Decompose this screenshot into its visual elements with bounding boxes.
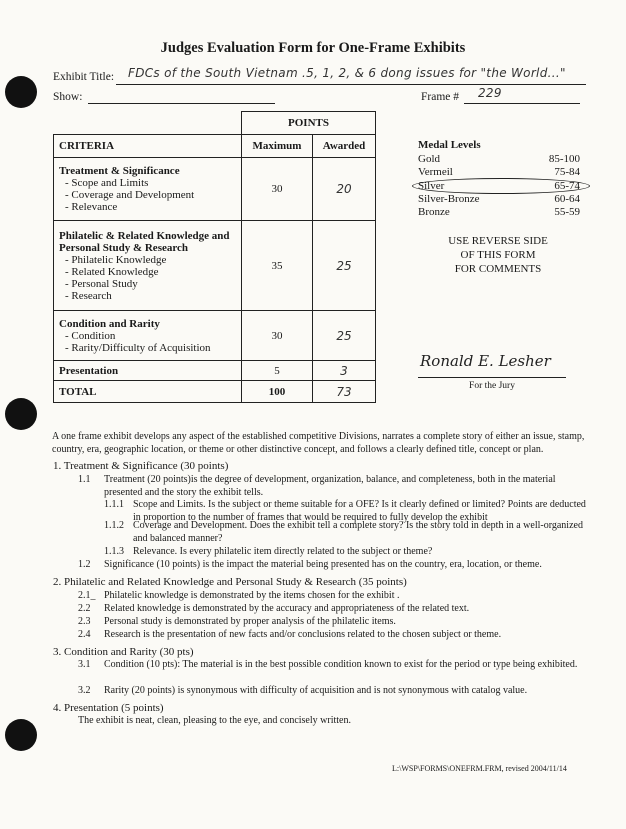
row-sub: - Rarity/Difficulty of Acquisition xyxy=(65,341,211,354)
row-title: Treatment & Significance xyxy=(59,165,180,177)
criteria-table xyxy=(53,111,376,403)
intro-paragraph: A one frame exhibit develops any aspect of the established competitive Divisions, narrates a complete story of either an issue, stamp, country, era, geographic location, or theme or other distinctive concept, and follows a clearly defined title, concept or plan. xyxy=(52,431,585,455)
row-awarded[interactable]: 3 xyxy=(313,361,376,381)
row-sub: - Related Knowledge xyxy=(65,265,159,278)
row-sub: - Research xyxy=(65,289,112,302)
punch-hole-top xyxy=(5,76,37,108)
frame-line xyxy=(464,103,580,104)
medal-row: Silver 65-74 xyxy=(418,179,580,192)
exhibit-title-value[interactable]: FDCs of the South Vietnam .5, 1, 2, & 6 dong issues for "the World..." xyxy=(128,66,566,80)
signature-line xyxy=(418,377,566,378)
total-row xyxy=(54,381,376,403)
row-awarded[interactable]: 25 xyxy=(313,221,376,311)
row-maximum: 35 xyxy=(242,221,313,311)
section-3-heading: 3. Condition and Rarity (30 pts) xyxy=(53,646,194,658)
form-title: Judges Evaluation Form for One-Frame Exhibits xyxy=(160,40,466,56)
row-sub: - Philatelic Knowledge xyxy=(65,253,167,266)
show-label: Show: xyxy=(53,91,83,103)
section-2-1: Philatelic knowledge is demonstrated by the items chosen for the exhibit . xyxy=(104,590,400,601)
section-2-3: Personal study is demonstrated by proper analysis of the philatelic items. xyxy=(104,616,396,627)
section-1-1: Treatment (20 points)is the degree of development, organization, balance, and completeness, both in the material presented and the story the exhibit tells. xyxy=(104,474,556,498)
table-row xyxy=(54,158,376,221)
row-sub: - Relevance xyxy=(65,201,118,213)
file-path-footer: L:\WSP\FORMS\ONEFRM.FRM, revised 2004/11/14 xyxy=(392,764,567,773)
section-1-2: Significance (10 points) is the impact the material being presented has on the country, era, location, or theme. xyxy=(104,559,542,570)
row-sub: - Condition xyxy=(65,329,116,342)
section-2-2: Related knowledge is demonstrated by the accuracy and appropriateness of the related text. xyxy=(104,603,470,614)
punch-hole-middle xyxy=(5,398,37,430)
row-maximum: 30 xyxy=(242,311,313,361)
row-maximum: 5 xyxy=(242,361,313,381)
section-4-heading: 4. Presentation (5 points) xyxy=(53,702,164,714)
frame-value[interactable]: 229 xyxy=(478,86,502,100)
for-jury-label: For the Jury xyxy=(469,381,515,391)
section-1-1-2: Coverage and Development. Does the exhibit tell a complete story? Is the story told in depth in a well-organized and balanced manner? xyxy=(133,520,583,544)
section-1-1-3: Relevance. Is every philatelic item directly related to the subject or theme? xyxy=(133,546,433,557)
points-header: POINTS xyxy=(242,112,376,135)
section-2-heading: 2. Philatelic and Related Knowledge and Personal Study & Research (35 points) xyxy=(53,576,407,588)
maximum-header: Maximum xyxy=(242,135,313,158)
frame-label: Frame # xyxy=(421,91,460,103)
table-row xyxy=(54,221,376,311)
jury-signature: Ronald E. Lesher xyxy=(420,352,551,370)
table-row xyxy=(54,311,376,361)
section-3-1: Condition (10 pts): The material is in the best possible condition known to exist for the period or type being exhibited. xyxy=(104,659,578,670)
table-row xyxy=(54,361,376,381)
total-maximum: 100 xyxy=(242,381,313,403)
section-4-text: The exhibit is neat, clean, pleasing to the eye, and concisely written. xyxy=(78,715,351,726)
medal-heading: Medal Levels xyxy=(418,139,481,151)
section-2-4: Research is the presentation of new facts and/or conclusions related to the chosen subject or theme. xyxy=(104,629,502,640)
exhibit-title-label: Exhibit Title: xyxy=(53,71,115,83)
medal-row: Silver-Bronze 60-64 xyxy=(418,192,580,205)
row-title: Condition and Rarity xyxy=(59,317,160,330)
section-1-1-1: Scope and Limits. Is the subject or theme suitable for a OFE? Is it clearly defined or limited? Points are deducted in proportion to the number of frames that would be required to fully develop the exhibit xyxy=(133,499,586,523)
section-1-heading: 1. Treatment & Significance (30 points) xyxy=(53,460,229,472)
total-awarded[interactable]: 73 xyxy=(313,381,376,403)
row-awarded[interactable]: 25 xyxy=(313,311,376,361)
row-sub: - Coverage and Development xyxy=(65,189,195,201)
section-3-2: Rarity (20 points) is synonymous with difficulty of acquisition and is not synonymous with catalog value. xyxy=(104,685,528,696)
awarded-header: Awarded xyxy=(313,135,376,158)
exhibit-title-line xyxy=(116,84,586,85)
medal-row: Gold 85-100 xyxy=(418,153,580,165)
row-title: Philatelic & Related Knowledge and Personal Study & Research xyxy=(59,229,230,254)
criteria-header: CRITERIA xyxy=(54,135,242,158)
show-line[interactable] xyxy=(88,103,275,104)
total-label: TOTAL xyxy=(54,381,242,403)
row-awarded[interactable]: 20 xyxy=(313,158,376,221)
medal-row: Bronze 55-59 xyxy=(418,206,580,219)
row-maximum: 30 xyxy=(242,158,313,221)
punch-hole-bottom xyxy=(5,719,37,751)
reverse-side-note: USE REVERSE SIDE OF THIS FORM FOR COMMENTS xyxy=(448,235,548,275)
row-title: Presentation xyxy=(54,361,242,381)
silver-circle-mark xyxy=(412,178,590,194)
row-sub: - Personal Study xyxy=(65,277,138,290)
row-sub: - Scope and Limits xyxy=(65,177,149,189)
medal-row: Vermeil 75-84 xyxy=(418,166,580,179)
